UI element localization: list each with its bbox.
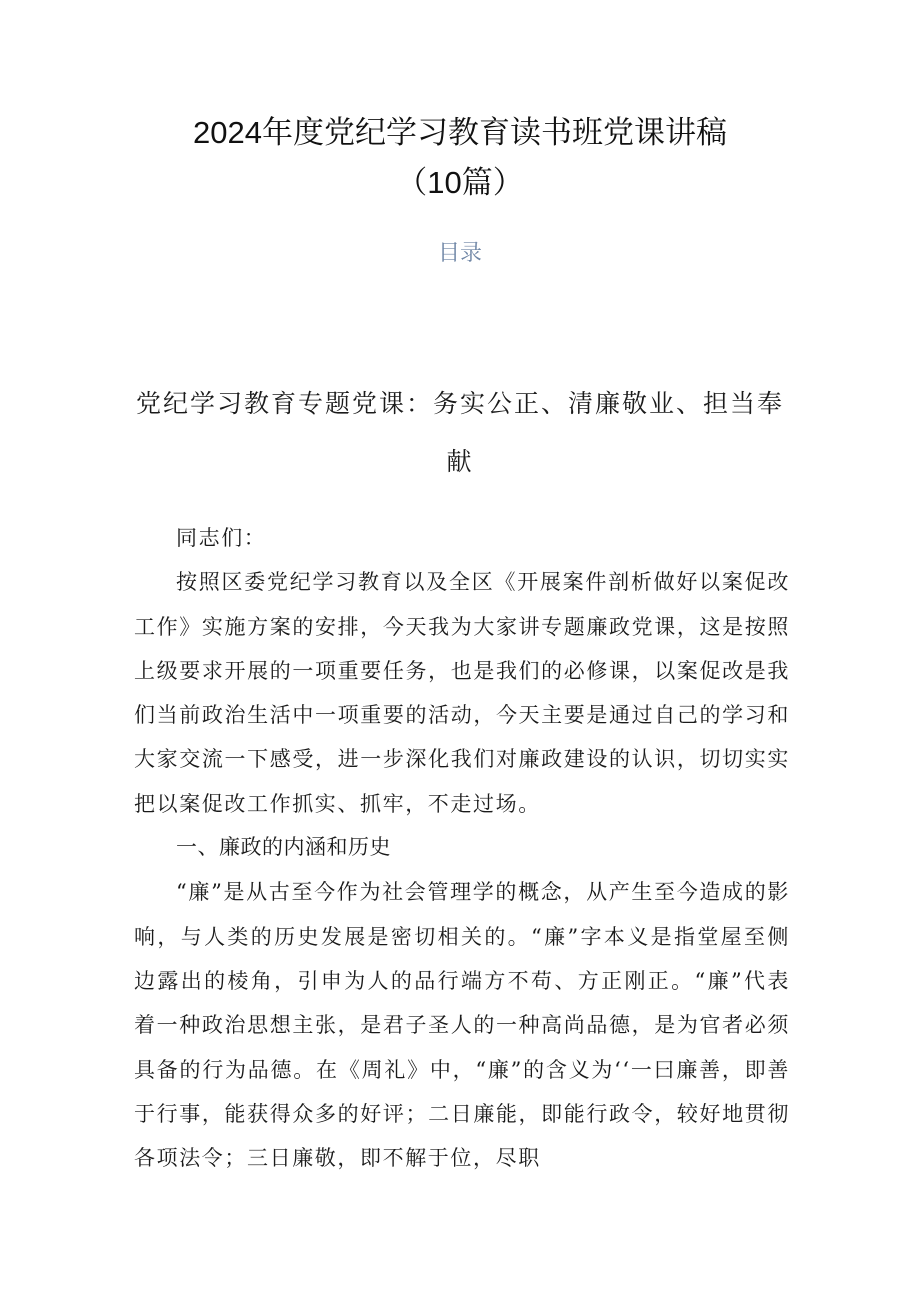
document-title-line1: 2024年度党纪学习教育读书班党课讲稿: [193, 115, 727, 150]
paragraph: “廉”是从古至今作为社会管理学的概念，从产生至今造成的影响，与人类的历史发展是密切相关的。“廉”字本义是指堂屋至侧边露出的棱角，引申为人的品行端方不苟、方正刚正。“廉”代表着一种政治思想主张，是君子圣人的一种高尚品德，是为官者必须具备的行为品德。在《周礼》中，“廉”的含义为‘‘一曰廉善，即善于行事，能获得众多的好评；二日廉能，即能行政令，较好地贯彻各项法令；三日廉敬，即不解于位，尽职: [134, 880, 790, 1171]
document-title-line2: （10篇）: [396, 165, 524, 200]
article-title: 党纪学习教育专题党课：务实公正、清廉敬业、担当奉献: [135, 389, 784, 476]
section-heading: 一、廉政的内涵和历史: [176, 836, 391, 860]
paragraph: 按照区委党纪学习教育以及全区《开展案件剖析做好以案促改工作》实施方案的安排，今天我为大家讲专题廉政党课，这是按照上级要求开展的一项重要任务，也是我们的必修课，以案促改是我们当前政治生活中一项重要的活动，今天主要是通过自己的学习和大家交流一下感受，进一步深化我们对廉政建设的认识，切切实实把以案促改工作抓实、抓牢，不走过场。: [134, 570, 790, 816]
article-body: [134, 516, 790, 1180]
greeting: 同志们：: [176, 526, 267, 550]
table-of-contents-label[interactable]: 目录: [437, 240, 482, 265]
document-title: [0, 108, 920, 208]
